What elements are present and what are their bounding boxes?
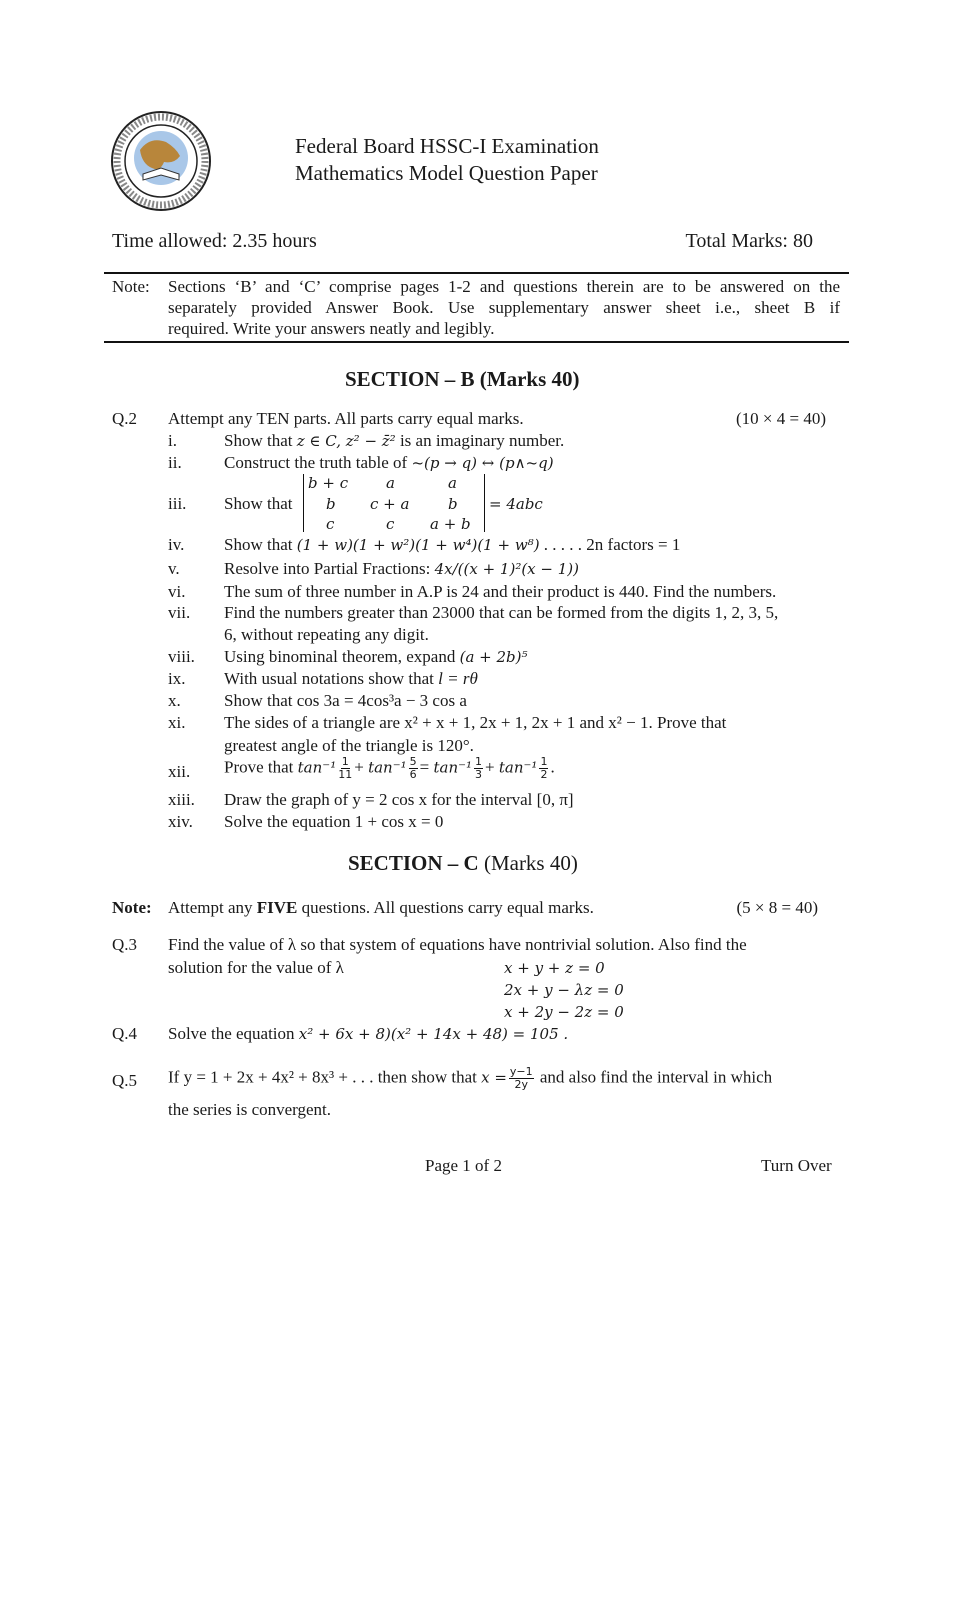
part-text: Solve the equation 1 + cos x = 0 [224,812,444,831]
part-number: x. [168,691,181,710]
part-number: xi. [168,713,186,732]
determinant-result: = 4abc [489,495,543,513]
part-text: Draw the graph of y = 2 cos x for the interval [0, π] [224,790,574,809]
question-number: Q.4 [112,1024,138,1043]
part-number: iv. [168,535,185,554]
equation: x + 2y − 2z = 0 [504,1003,624,1021]
note-line: required. Write your answers neatly and legibly. [168,319,495,338]
question-text: Find the value of λ so that system of equations have nontrivial solution. Also find the [168,935,747,954]
part-number: xii. [168,762,191,781]
fbise-logo [110,110,212,212]
section-c-instruction: Attempt any FIVE questions. All questions carry equal marks. [168,898,594,917]
question-number: Q.5 [112,1071,138,1090]
part-text: Using binominal theorem, expand (a + 2b)⁵ [224,647,528,666]
paper-title: Mathematics Model Question Paper [295,161,598,185]
part-number: ix. [168,669,186,688]
note-line: Sections ‘B’ and ‘C’ comprise pages 1-2 and questions therein are to be answered on the [168,277,840,296]
part-text: Resolve into Partial Fractions: 4x/((x + 1)²(x − 1)) [224,559,579,578]
question-number: Q.3 [112,935,138,954]
part-text: Show that cos 3a = 4cos³a − 3 cos a [224,691,467,710]
question-text: the series is convergent. [168,1100,332,1119]
exam-title: Federal Board HSSC-I Examination [295,134,599,158]
note-line: separately provided Answer Book. Use supplementary answer sheet i.e., sheet B if [168,298,840,317]
part-text: Show that [224,494,293,513]
question-marks: (10 × 4 = 40) [736,409,826,428]
equation: 2x + y − λz = 0 [504,981,624,999]
equation: x + y + z = 0 [504,959,605,977]
part-text: The sum of three number in A.P is 24 and their product is 440. Find the numbers. [224,582,777,601]
section-c-title: SECTION – C (Marks 40) [348,851,578,875]
part-text: Show that z ∈ C, z² − z̄² is an imaginary number. [224,431,565,450]
determinant: b + c a a b c + a b c c a + b [303,474,485,532]
part-text: Construct the truth table of ~(p → q) ↔ (p∧~q) [224,453,554,472]
part-number: ii. [168,453,182,472]
part-text-continued: 6, without repeating any digit. [224,625,429,644]
page-number: Page 1 of 2 [425,1156,502,1175]
part-number: v. [168,559,180,578]
total-marks: Total Marks: 80 [685,230,813,252]
divider-bottom [104,341,849,343]
part-number: iii. [168,494,187,513]
time-allowed: Time allowed: 2.35 hours [112,230,317,252]
note-label: Note: [112,277,150,296]
part-text: Prove that tan⁻¹ $\frac{1}{11}$ + tan⁻¹ $\frac{5}{6}$ = tan⁻¹ $\frac{1}{3}$ + tan⁻¹ $\frac{1}{2}$ . [224,755,555,781]
question-text: solution for the value of λ [168,958,344,977]
part-number: vii. [168,603,191,622]
divider-top [104,272,849,274]
part-number: i. [168,431,177,450]
part-number: xiv. [168,812,193,831]
question-instruction: Attempt any TEN parts. All parts carry equal marks. [168,409,524,428]
note-label: Note: [112,898,152,917]
part-text: Show that (1 + w)(1 + w²)(1 + w⁴)(1 + w⁸) . . . . . 2n factors = 1 [224,535,681,554]
section-c-marks: (5 × 8 = 40) [736,898,818,917]
part-text: With usual notations show that l = rθ [224,669,478,688]
question-text: If y = 1 + 2x + 4x² + 8x³ + . . . then show that x = $\frac{y-1}{2y}$ and also find the interval in which [168,1065,773,1091]
part-number: vi. [168,582,186,601]
question-number: Q.2 [112,409,138,428]
part-number: viii. [168,647,195,666]
turn-over: Turn Over [761,1156,832,1175]
part-text: Find the numbers greater than 23000 that can be formed from the digits 1, 2, 3, 5, [224,603,779,622]
part-number: xiii. [168,790,195,809]
question-text: Solve the equation x² + 6x + 8)(x² + 14x + 48) = 105 . [168,1024,569,1043]
section-b-title: SECTION – B (Marks 40) [345,367,580,391]
part-text: The sides of a triangle are x² + x + 1, 2x + 1, 2x + 1 and x² − 1. Prove that [224,713,727,732]
part-text-continued: greatest angle of the triangle is 120°. [224,736,474,755]
